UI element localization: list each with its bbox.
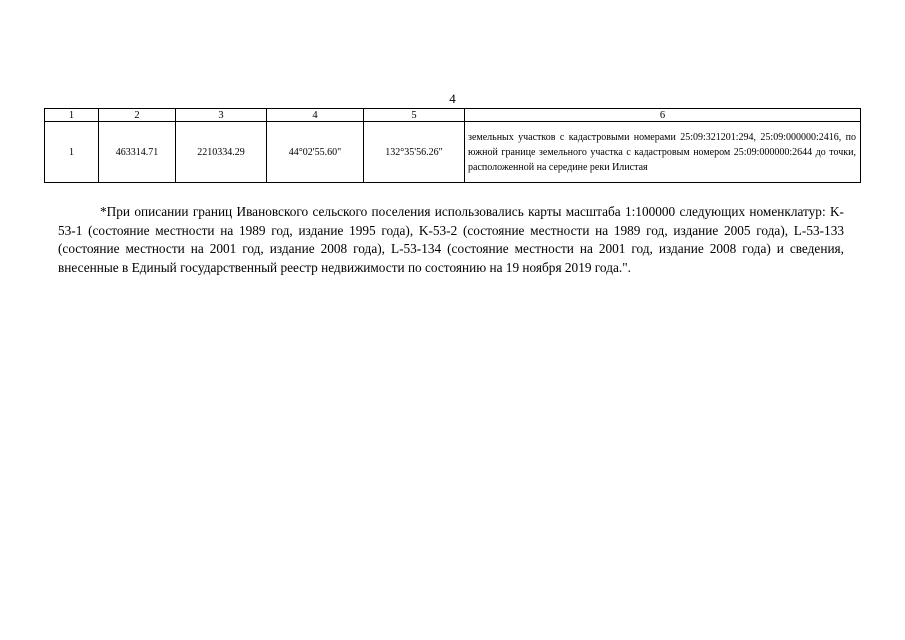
boundary-description-cell: земельных участков с кадастровыми номерами 25:09:321201:294, 25:09:000000:2416, по южной границе земельного участка с кадастровым номером 25:09:000000:2644 до точки, расположенной на середине реки Илистая — [465, 122, 861, 183]
y-coordinate-cell: 2210334.29 — [176, 122, 267, 183]
latitude-cell: 44°02'55.60" — [267, 122, 364, 183]
column-header: 6 — [465, 109, 861, 122]
column-header: 1 — [45, 109, 99, 122]
x-coordinate-cell: 463314.71 — [99, 122, 176, 183]
column-header: 2 — [99, 109, 176, 122]
point-number-cell: 1 — [45, 122, 99, 183]
column-header: 5 — [364, 109, 465, 122]
table-header-row — [45, 109, 861, 122]
page-number: 4 — [449, 91, 456, 106]
longitude-cell: 132°35'56.26" — [364, 122, 465, 183]
column-header: 4 — [267, 109, 364, 122]
footnote-paragraph: *При описании границ Ивановского сельского поселения использовались карты масштаба 1:100000 следующих номенклатур: K-53-1 (состояние местности на 1989 год, издание 1995 года), K-53-2 (состояние местности на 1989 год, издание 2005 года), L-53-133 (состояние местности на 2001 год, издание 2008 года), L-53-134 (состояние местности на 2001 год, издание 2008 года) и сведения, внесенные в Единый государственный реестр недвижимости по состоянию на 19 ноября 2019 года.". — [58, 204, 844, 275]
table-row — [45, 122, 861, 183]
boundary-coordinates-table — [44, 108, 861, 183]
column-header: 3 — [176, 109, 267, 122]
